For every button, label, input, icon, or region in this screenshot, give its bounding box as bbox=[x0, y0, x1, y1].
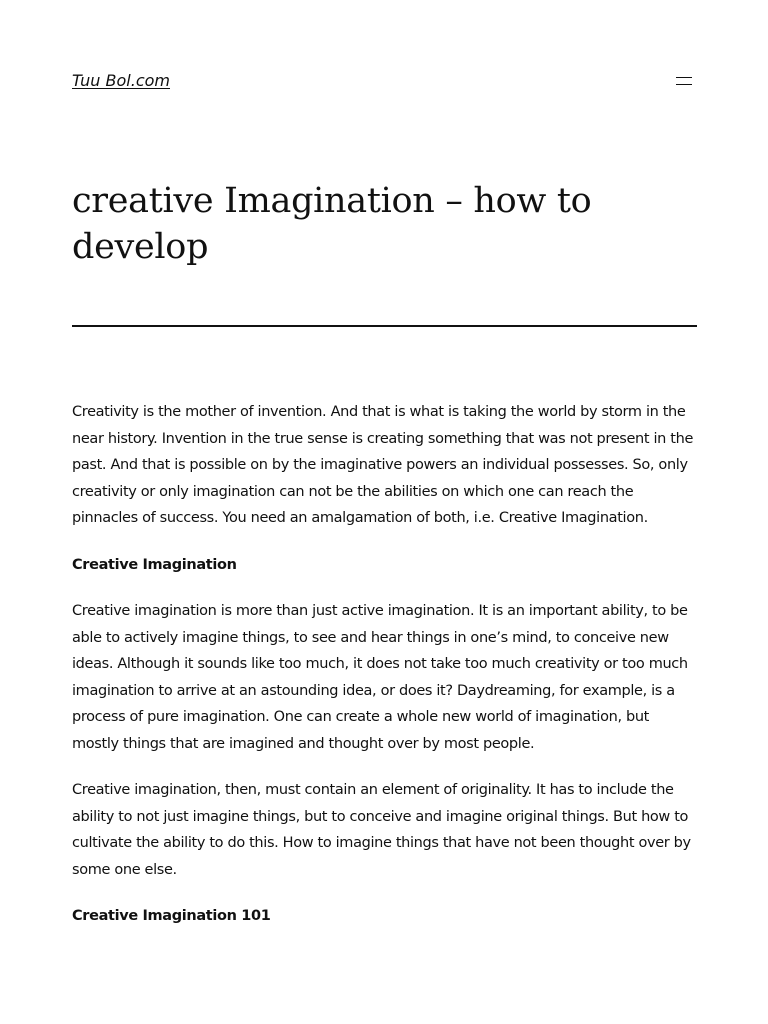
site-title-link[interactable]: Tuu Bol.com bbox=[72, 71, 170, 90]
menu-bar-top bbox=[676, 77, 692, 78]
article-paragraph-intro: Creativity is the mother of invention. And that is what is taking the world by storm in the near history. Invention in the true sense is creating something that was not present in the past. And that is possible on by the imaginative powers an individual possesses. So, only creativity or only imagination can not be the abilities on which one can reach the pinnacles of success. You need an amalgamation of both, i.e. Creative Imagination. bbox=[72, 404, 694, 526]
article-subheading-101: Creative Imagination 101 bbox=[72, 908, 271, 924]
article-subheading-creative-imagination: Creative Imagination bbox=[72, 556, 237, 573]
site-header bbox=[72, 70, 696, 94]
article-paragraph-originality: Creative imagination, then, must contain an element of originality. It has to include the ability to not just imagine things, but to conceive and imagine original things. But how to cultivate the ability to do this. How to imagine things that have not been thought over by some one else. bbox=[72, 782, 691, 878]
article-paragraph-definition: Creative imagination is more than just active imagination. It is an important ability, to be able to actively imagine things, to see and hear things in one’s mind, to conceive new ideas. Although it sounds like too much, it does not take too much creativity or too much imagination to arrive at an astounding idea, or does it? Daydreaming, for example, is a process of pure imagination. One can create a whole new world of imagination, but mostly things that are imagined and thought over by most people. bbox=[72, 603, 688, 752]
article-content bbox=[72, 399, 698, 930]
title-divider bbox=[72, 325, 697, 327]
menu-bar-bottom bbox=[676, 84, 692, 85]
article-title: creative Imagination – how to develop bbox=[72, 181, 592, 267]
hamburger-menu-icon[interactable] bbox=[676, 74, 694, 88]
